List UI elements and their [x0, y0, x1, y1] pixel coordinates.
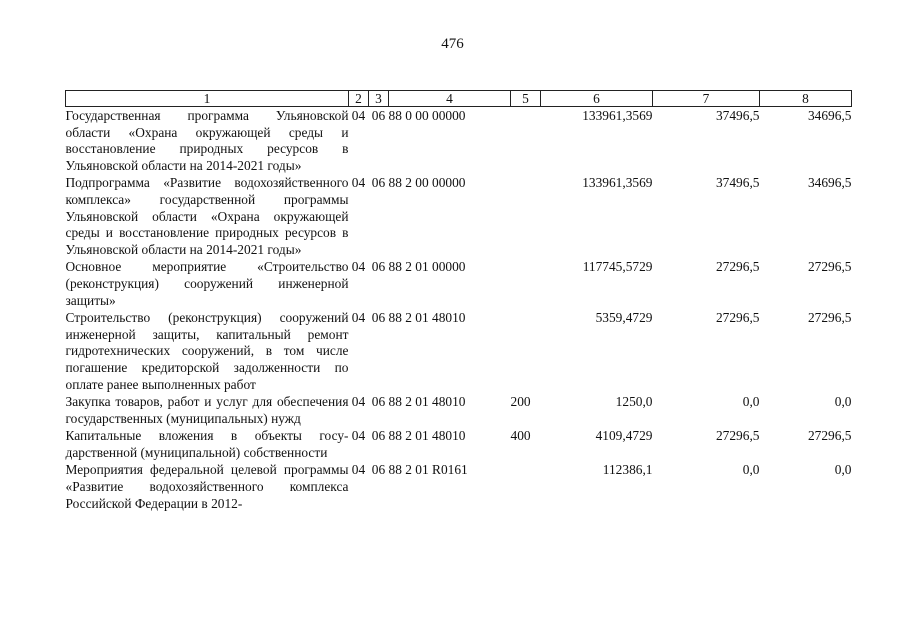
row-section: 04: [351, 394, 366, 410]
row-amount-col7: 27296,5: [715, 428, 760, 444]
header-col-6: 6: [541, 91, 653, 107]
row-amount-col8: 27296,5: [807, 259, 852, 275]
row-name: Закупка товаров, работ и услуг для обеспечения государственных (муниципальных) нужд: [65, 394, 349, 426]
budget-table: [65, 90, 852, 512]
header-col-4: 4: [389, 91, 511, 107]
row-section: 04: [351, 259, 366, 275]
row-amount-col7: 0,0: [742, 394, 760, 410]
row-amount-col8: 27296,5: [807, 310, 852, 326]
row-name: Подпрограмма «Развитие водохозяйственного комплекса» государственной программы Ульяновской области «Охрана окружающей среды и восстановление природных ресурсов в Ульяновской области на 2014-2021 годы»: [65, 175, 349, 257]
row-amount-col6: 133961,3569: [582, 175, 653, 191]
row-amount-col6: 1250,0: [615, 394, 653, 410]
row-subsection: 06: [371, 462, 386, 478]
row-target-code: 88 2 01 R0161: [388, 462, 468, 478]
table-row: [66, 393, 852, 427]
page-number: 476: [441, 36, 464, 52]
row-name: Государственная программа Ульяновской области «Охрана окружающей среды и восстановление природных ресурсов в Ульяновской области на 2014-2021 годы»: [65, 108, 349, 173]
row-amount-col6: 5359,4729: [595, 310, 653, 326]
row-amount-col8: 34696,5: [807, 108, 852, 123]
row-amount-col8: 34696,5: [807, 175, 852, 191]
row-subsection: 06: [371, 259, 386, 275]
row-amount-col8: 0,0: [834, 462, 852, 478]
row-expense-type: [511, 258, 541, 309]
row-name: Мероприятия федеральной целевой программы «Развитие водохозяйственного комплекса Российской Федерации в 2012-: [65, 462, 349, 511]
header-col-2: 2: [349, 91, 369, 107]
row-amount-col7: 37496,5: [715, 108, 760, 123]
table-header-row: [66, 91, 852, 107]
row-amount-col7: 37496,5: [715, 175, 760, 191]
row-section: 04: [351, 462, 366, 478]
row-amount-col6: 117745,5729: [582, 259, 653, 275]
row-amount-col7: 27296,5: [715, 259, 760, 275]
row-target-code: 88 0 00 00000: [388, 108, 466, 123]
row-amount-col6: 112386,1: [602, 462, 653, 478]
row-expense-type: [511, 107, 541, 175]
table-row: [66, 258, 852, 309]
row-expense-type: [511, 174, 541, 258]
header-col-7: 7: [653, 91, 760, 107]
row-name: Строительство (реконструкция) сооружений инженерной защиты, капитальный ремонт гидротехнических сооружений, в том числе погашение кредиторской задолженности по оплате ранее выполненных работ: [65, 310, 349, 392]
row-target-code: 88 2 01 48010: [388, 394, 466, 410]
row-expense-type: 400: [510, 428, 531, 444]
row-expense-type: 200: [510, 394, 531, 410]
row-amount-col6: 4109,4729: [595, 428, 653, 444]
row-subsection: 06: [371, 428, 386, 444]
header-col-3: 3: [369, 91, 389, 107]
row-amount-col8: 27296,5: [807, 428, 852, 444]
row-section: 04: [351, 175, 366, 191]
row-expense-type: [511, 309, 541, 393]
row-subsection: 06: [371, 175, 386, 191]
row-name: Основное мероприятие «Строительство (реконструкция) сооружений инженерной защиты»: [65, 259, 349, 308]
table-row: [66, 427, 852, 461]
row-section: 04: [351, 310, 366, 326]
row-subsection: 06: [371, 394, 386, 410]
row-amount-col6: 133961,3569: [582, 108, 653, 123]
row-name: Капитальные вложения в объекты государственной (муниципальной) собственности: [65, 428, 349, 460]
row-expense-type: [511, 461, 541, 512]
row-target-code: 88 2 00 00000: [388, 175, 466, 191]
header-col-8: 8: [760, 91, 852, 107]
row-target-code: 88 2 01 00000: [388, 259, 466, 275]
header-col-1: 1: [66, 91, 349, 107]
row-target-code: 88 2 01 48010: [388, 310, 466, 326]
row-amount-col7: 27296,5: [715, 310, 760, 326]
row-amount-col7: 0,0: [742, 462, 760, 478]
header-col-5: 5: [511, 91, 541, 107]
row-section: 04: [351, 428, 366, 444]
row-target-code: 88 2 01 48010: [388, 428, 466, 444]
table-row: [66, 309, 852, 393]
table-row: [66, 461, 852, 512]
table-row: [66, 174, 852, 258]
row-subsection: 06: [371, 310, 386, 326]
table-row: [66, 107, 852, 175]
row-amount-col8: 0,0: [834, 394, 852, 410]
row-subsection: 06: [371, 108, 386, 123]
row-section: 04: [351, 108, 366, 123]
